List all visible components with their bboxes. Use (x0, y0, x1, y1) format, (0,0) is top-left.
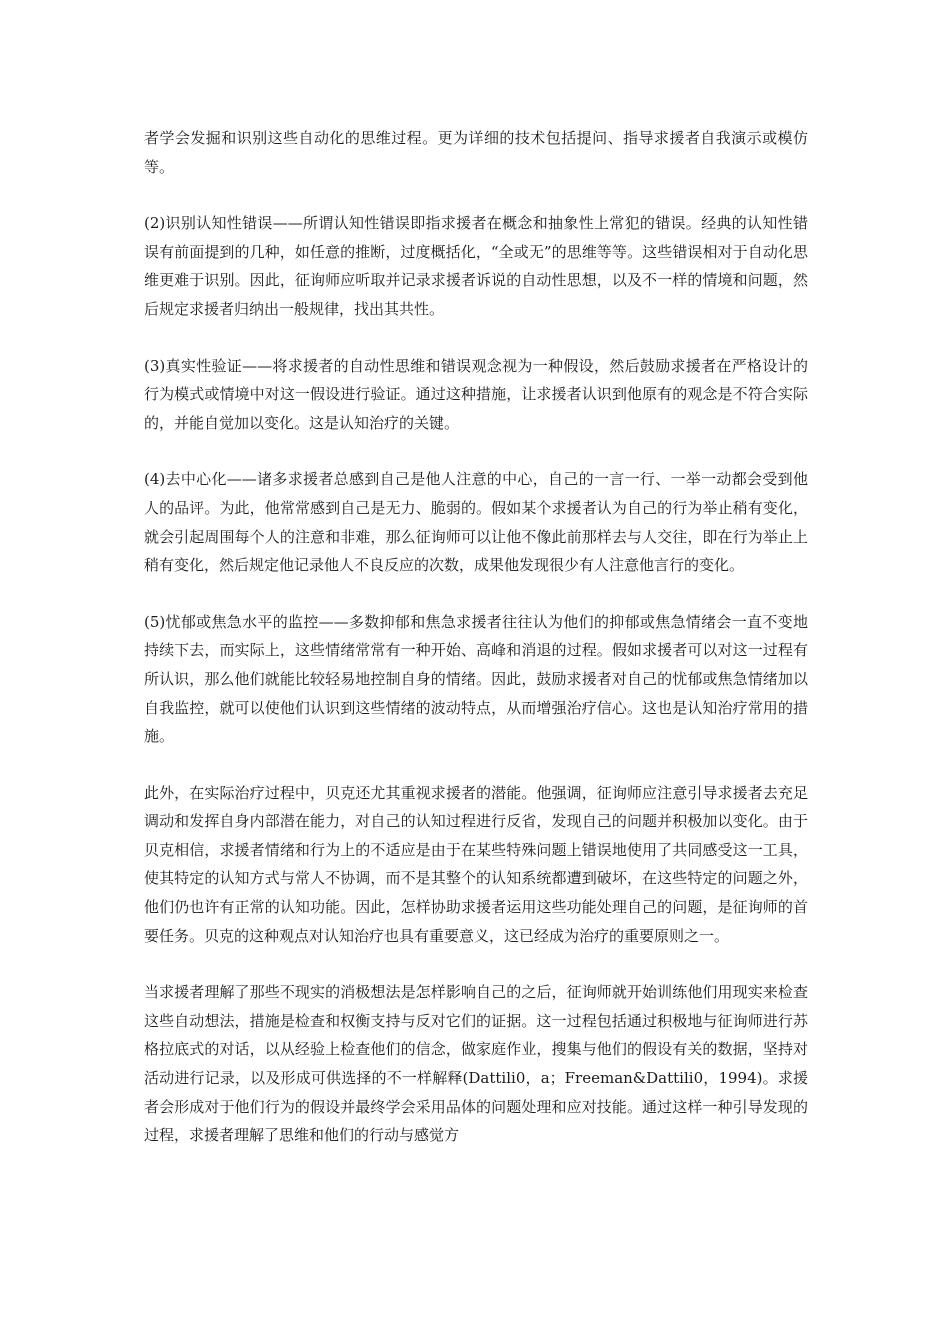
document-page (144, 124, 808, 1178)
paragraph-decentering: (4)去中心化——诸多求援者总感到自己是他人注意的中心，自己的一言一行、一举一动都会受到他人的品评。为此，他常常感到自己是无力、脆弱的。假如某个求援者认为自己的行为举止稍有变化，就会引起周围每个人的注意和非难，那么征询师可以让他不像此前那样去与人交往，即在行为举止上稍有变化，然后规定他记录他人不良反应的次数，成果他发现很少有人注意他言行的变化。 (144, 470, 808, 575)
paragraph-anxiety-monitoring: (5)忧郁或焦急水平的监控——多数抑郁和焦急求援者往往认为他们的抑郁或焦急情绪会一直不变地持续下去，而实际上，这些情绪常常有一种开始、高峰和消退的过程。假如求援者可以对这一过程有所认识，那么他们就能比较轻易地控制自身的情绪。因此，鼓励求援者对自己的忧郁或焦急情绪加以自我监控，就可以使他们认识到这些情绪的波动特点，从而增强治疗信心。这也是认知治疗常用的措施。 (144, 612, 808, 746)
paragraph-identify-cognitive-errors: (2)识别认知性错误——所谓认知性错误即指求援者在概念和抽象性上常犯的错误。经典的认知性错误有前面提到的几种，如任意的推断，过度概括化，“全或无”的思维等等。这些错误相对于自动化思维更难于识别。因此，征询师应听取并记录求援者诉说的自动性思想，以及不一样的情境和问题，然后规定求援者归纳出一般规律，找出其共性。 (144, 214, 808, 318)
paragraph-beck-potential: 此外，在实际治疗过程中，贝克还尤其重视求援者的潜能。他强调，征询师应注意引导求援者去充足调动和发挥自身内部潜在能力，对自己的认知过程进行反省，发现自己的问题并积极加以变化。由于贝克相信，求援者情绪和行为上的不适应是由于在某些特殊问题上错误地使用了共同感受这一工具，使其特定的认知方式与常人不协调，而不是其整个的认知系统都遭到破坏，在这些特定的问题之外，他们仍也许有正常的认知功能。因此，怎样协助求援者运用这些功能处理自己的问题，是征询师的首要任务。贝克的这种观点对认知治疗也具有重要意义，这已经成为治疗的重要原则之一。 (144, 783, 808, 945)
paragraph-continuation: 者学会发掘和识别这些自动化的思维过程。更为详细的技术包括提问、指导求援者自我演示或模仿等。 (144, 129, 808, 176)
paragraph-reality-check: 当求援者理解了那些不现实的消极想法是怎样影响自己的之后，征询师就开始训练他们用现实来检查这些自动想法，措施是检查和权衡支持与反对它们的证据。这一过程包括通过积极地与征询师进行苏格拉底式的对话，以从经验上检查他们的信念，做家庭作业，搜集与他们的假设有关的数据，坚持对活动进行记录，以及形成可供选择的不一样解释(Dattili0，a；Freeman&Dattili0，1994)。求援者会形成对于他们行为的假设并最终学会采用品体的问题处理和应对技能。通过这样一种引导发现的过程，求援者理解了思维和他们的行动与感觉方 (144, 983, 808, 1145)
paragraph-reality-testing: (3)真实性验证——将求援者的自动性思维和错误观念视为一种假设，然后鼓励求援者在严格设计的行为模式或情境中对这一假设进行验证。通过这种措施，让求援者认识到他原有的观念是不符合实际的，并能自觉加以变化。这是认知治疗的关键。 (144, 356, 808, 432)
